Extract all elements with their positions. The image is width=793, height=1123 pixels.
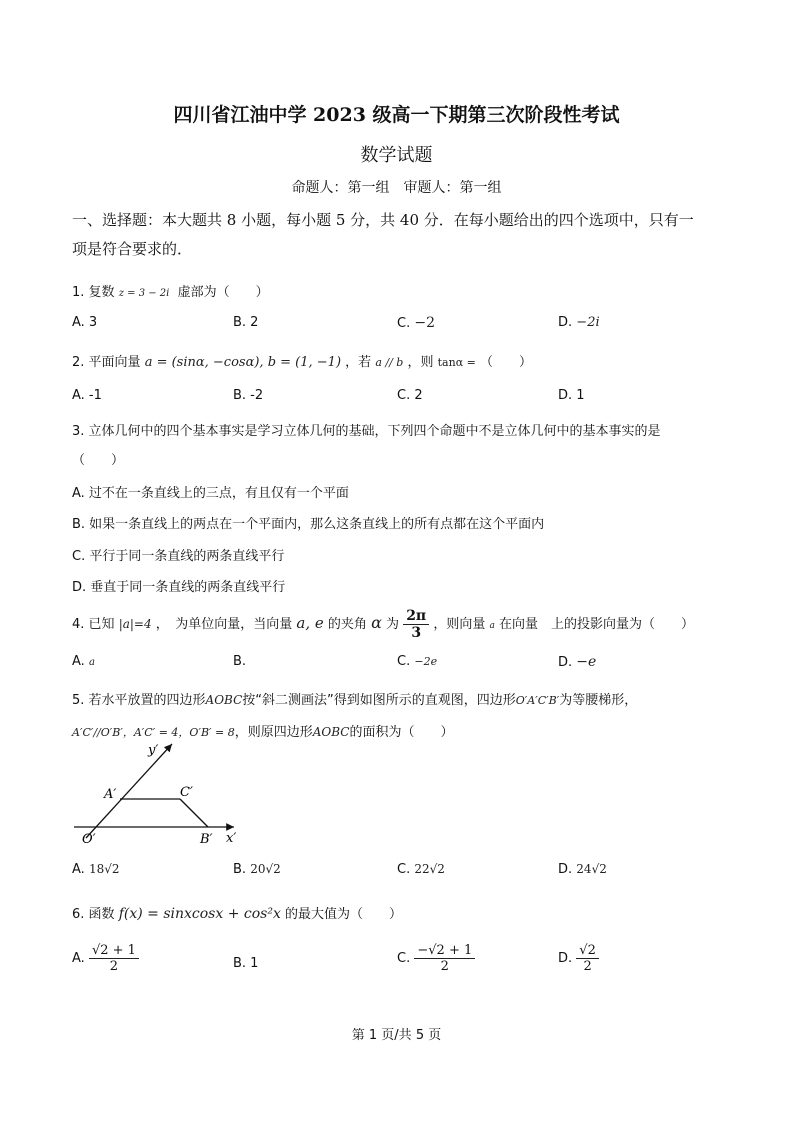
question-3-stem-line2: （ ） [72, 453, 125, 468]
q2-stem-b: ，若 [345, 355, 372, 370]
q6-function-expression: f(x) = sinxcosx + cos²x [118, 906, 281, 922]
q6-option-c [397, 943, 475, 974]
q1-option-b: B. 2 [233, 315, 259, 330]
label-c: C′ [180, 785, 193, 800]
q6-option-d-numerator: √2 [576, 943, 599, 959]
y-axis-line [86, 744, 172, 838]
q6-option-c-label: C. [397, 951, 411, 966]
q5-option-c [397, 862, 445, 877]
q5-line1-e: 为等腰梯形， [559, 693, 638, 708]
q5-line1-a: 5. 若水平放置的四边形 [72, 693, 206, 708]
q1-option-d-label: D. [558, 315, 573, 330]
q4-option-a-label: A. [72, 654, 85, 669]
q5-option-c-value: 22√2 [414, 862, 445, 876]
q6-stem-b: 的最大值为（ ） [284, 907, 402, 922]
label-o: O′ [82, 832, 96, 847]
q6-stem-a: 6. 函数 [72, 907, 115, 922]
q5-given-expression: A′C′//O′B′，A′C′ = 4，O′B′ = 8 [72, 726, 235, 739]
q6-option-c-denominator: 2 [440, 959, 449, 974]
question-4-stem [72, 608, 694, 641]
page-footer: 第 1 页/共 5 页 [351, 1028, 442, 1043]
q4-fraction-denominator: 3 [411, 625, 422, 641]
q2-option-c: C. 2 [397, 388, 423, 403]
q2-stem-d: （ ） [480, 355, 533, 370]
q4-angle-fraction [403, 608, 429, 641]
q5-trapezoid-name: O′A′C′B′ [515, 694, 560, 707]
q1-expression: z = 3 − 2i [118, 288, 170, 299]
q4-angle-symbol: α [371, 613, 382, 632]
q5-option-a-label: A. [72, 862, 85, 877]
label-x: x′ [226, 831, 237, 846]
label-a: A′ [104, 787, 117, 802]
q4-option-c [397, 654, 437, 669]
q2-vectors-expression: a = (sinα, −cosα), b = (1, −1) [144, 355, 342, 370]
q3-option-d: D. 垂直于同一条直线的两条直线平行 [72, 580, 286, 595]
q6-option-d-label: D. [558, 951, 573, 966]
question-2-stem [72, 351, 532, 370]
q4-stem-e: ，则向量 [433, 617, 486, 632]
q3-option-b: B. 如果一条直线上的两点在一个平面内，那么这条直线上的所有点都在这个平面内 [72, 517, 545, 532]
q5-trapezoid-figure [70, 740, 250, 848]
question-5-stem-line1 [72, 689, 637, 708]
q1-stem-a: 1. 复数 [72, 285, 115, 300]
q5-option-d-value: 24√2 [576, 862, 607, 876]
q6-option-a-fraction [89, 943, 139, 974]
q4-option-d [558, 654, 596, 670]
label-y: y′ [148, 743, 159, 758]
q4-option-c-value: −2e [414, 655, 438, 668]
q6-option-a-numerator: √2 + 1 [89, 943, 139, 959]
q5-quad-name-2: AOBC [312, 725, 350, 739]
question-6-stem [72, 903, 402, 922]
q6-option-c-fraction [414, 943, 475, 974]
q3-option-c: C. 平行于同一条直线的两条直线平行 [72, 549, 285, 564]
q1-option-d-value: −2i [576, 315, 600, 330]
q5-line1-c: 按“斜二测画法”得到如图所示的直观图，四边形 [242, 693, 516, 708]
question-5-stem-line2 [72, 721, 454, 740]
q2-stem-a: 2. 平面向量 [72, 355, 141, 370]
q1-option-d [558, 315, 600, 330]
exam-title: 四川省江油中学 2023 级高一下期第三次阶段性考试 [173, 104, 620, 126]
q4-option-a-value: a [88, 657, 95, 668]
q4-stem-a: 4. 已知 [72, 617, 115, 632]
q4-stem-b: ， 为单位向量，当向量 [155, 617, 293, 632]
q2-option-b: B. -2 [233, 388, 264, 403]
q5-option-d [558, 862, 607, 877]
q6-option-d [558, 943, 599, 974]
q5-option-b-label: B. [233, 862, 247, 877]
q2-stem-c: ，则 [407, 355, 434, 370]
q4-vector-a: a [489, 621, 495, 631]
q6-option-c-numerator: −√2 + 1 [414, 943, 475, 959]
q4-vectors-expression: a, e [296, 614, 324, 632]
q1-stem-b: 虚部为（ ） [177, 285, 269, 300]
q6-option-b: B. 1 [233, 956, 259, 971]
q3-option-a: A. 过不在一条直线上的三点，有且仅有一个平面 [72, 486, 349, 501]
q5-line2-d: 的面积为（ ） [349, 725, 454, 740]
q5-option-b-value: 20√2 [250, 862, 281, 876]
q1-option-c-value: −2 [414, 315, 435, 331]
question-1-stem [72, 281, 269, 300]
q1-option-a: A. 3 [72, 315, 98, 330]
q4-magnitude-expression: |a|=4 [118, 617, 152, 631]
q1-option-c-label: C. [397, 316, 411, 331]
q6-option-d-fraction [576, 943, 599, 974]
q4-option-b: B. [233, 654, 247, 669]
q5-quad-name: AOBC [205, 693, 243, 707]
edge-c-b [180, 799, 208, 827]
q5-option-b [233, 862, 281, 877]
q5-option-d-label: D. [558, 862, 573, 877]
exam-authors: 命题人：第一组 审题人：第一组 [291, 180, 502, 196]
question-3-stem-line1: 3. 立体几何中的四个基本事实是学习立体几何的基础，下列四个命题中不是立体几何中的基本事实的是 [72, 424, 661, 439]
q6-option-d-denominator: 2 [583, 959, 592, 974]
q6-option-a-denominator: 2 [109, 959, 119, 974]
section-heading-line1: 一、选择题：本大题共 8 小题，每小题 5 分，共 40 分．在每小题给出的四个选项中，只有一 [72, 211, 694, 229]
q4-option-c-label: C. [397, 654, 411, 669]
exam-subtitle: 数学试题 [360, 145, 433, 166]
label-b: B′ [200, 832, 213, 847]
q5-option-c-label: C. [397, 862, 411, 877]
q4-option-d-label: D. [558, 655, 573, 670]
q2-option-d: D. 1 [558, 388, 585, 403]
q4-stem-c: 的夹角 [327, 617, 367, 632]
q4-fraction-numerator: 2π [403, 608, 429, 625]
q4-option-a [72, 654, 95, 669]
q6-option-a [72, 943, 139, 974]
q5-option-a [72, 862, 120, 877]
q5-option-a-value: 18√2 [88, 862, 120, 876]
q2-option-a: A. -1 [72, 388, 102, 403]
q2-parallel-expression: a // b [375, 356, 404, 369]
q1-option-c [397, 315, 435, 331]
q2-tan-expression: tanα = [437, 356, 476, 369]
section-heading-line2: 项是符合要求的． [72, 240, 193, 258]
q6-option-a-label: A. [72, 951, 85, 966]
q4-stem-d: 为 [386, 617, 400, 632]
q4-option-d-value: −e [576, 654, 597, 670]
q5-line2-b: ，则原四边形 [234, 725, 313, 740]
q4-stem-f: 在向量 上的投影向量为（ ） [499, 617, 695, 632]
